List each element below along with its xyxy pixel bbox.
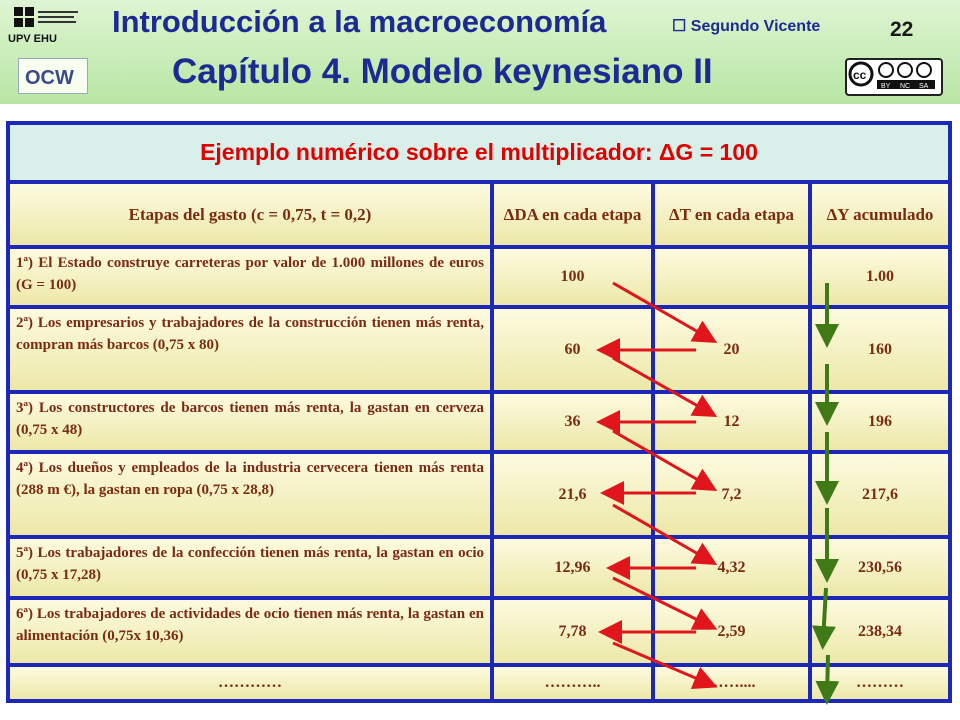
tax-arrow-1 — [613, 283, 712, 340]
license-sa: SA — [919, 83, 929, 90]
row-7-delta-da: ……….. — [494, 667, 651, 699]
header-delta-y: ΔY acumulado — [812, 184, 948, 245]
income-arrow-6 — [827, 655, 828, 697]
row-4-delta-y: 217,6 — [812, 454, 948, 535]
svg-text:cc: cc — [853, 68, 867, 82]
row-2-delta-t: 20 — [655, 309, 808, 390]
row-3-delta-t: 12 — [655, 394, 808, 450]
row-7-delta-y: ……… — [812, 667, 948, 699]
header-stage: Etapas del gasto (c = 0,75, t = 0,2) — [10, 184, 490, 245]
author-name: Segundo Vicente — [690, 18, 821, 35]
row-5-delta-y: 230,56 — [812, 539, 948, 596]
logo-text: UPV EHU — [8, 33, 57, 45]
license-by: BY — [881, 83, 891, 90]
row-2-delta-y: 160 — [812, 309, 948, 390]
stage-ellipsis: ………… — [10, 667, 490, 699]
income-arrow-5 — [823, 588, 826, 642]
table-title: Ejemplo numérico sobre el multiplicador: ΔG = 100 — [10, 125, 948, 180]
tax-arrow-5 — [613, 578, 712, 627]
tax-arrow-3 — [613, 431, 712, 488]
row-1-delta-y: 1.00 — [812, 249, 948, 305]
checkbox-icon: ☐ — [672, 18, 691, 35]
tax-arrow-2 — [613, 358, 712, 414]
row-3-delta-da: 36 — [494, 394, 651, 450]
row-2-delta-da: 60 — [494, 309, 651, 390]
row-6-delta-da: 7,78 — [494, 600, 651, 663]
row-1-delta-da: 100 — [494, 249, 651, 305]
tax-arrow-6 — [613, 643, 712, 685]
course-title: Introducción a la macroeconomía — [112, 4, 607, 39]
stage-5-description: 5ª) Los trabajadores de la confección tienen más renta, la gastan en ocio (0,75 x 17,28) — [10, 539, 490, 596]
row-4-delta-da: 21,6 — [494, 454, 651, 535]
header-delta-t: ΔT en cada etapa — [655, 184, 808, 245]
row-6-delta-y: 238,34 — [812, 600, 948, 663]
tax-arrow-4 — [613, 505, 712, 562]
ocw-text: OCW — [25, 67, 74, 89]
row-5-delta-da: 12,96 — [494, 539, 651, 596]
row-4-delta-t: 7,2 — [655, 454, 808, 535]
row-6-delta-t: 2,59 — [655, 600, 808, 663]
stage-6-description: 6ª) Los trabajadores de actividades de ocio tienen más renta, la gastan en alimentación (0,75x 10,36) — [10, 600, 490, 663]
chapter-title: Capítulo 4. Modelo keynesiano II — [172, 52, 713, 91]
slide-number: 22 — [890, 18, 914, 41]
stage-2-description: 2ª) Los empresarios y trabajadores de la construcción tienen más renta, compran más barcos (0,75 x 80) — [10, 309, 490, 390]
row-3-delta-y: 196 — [812, 394, 948, 450]
stage-3-description: 3ª) Los constructores de barcos tienen más renta, la gastan en cerveza (0,75 x 48) — [10, 394, 490, 450]
stage-4-description: 4ª) Los dueños y empleados de la industria cervecera tienen más renta (288 m €), la gastan en ropa (0,75 x 28,8) — [10, 454, 490, 535]
row-5-delta-t: 4,32 — [655, 539, 808, 596]
header-delta-da: ΔDA en cada etapa — [494, 184, 651, 245]
row-7-delta-t: …….... — [655, 667, 808, 699]
stage-1-description: 1ª) El Estado construye carreteras por valor de 1.000 millones de euros (G = 100) — [10, 249, 490, 305]
license-nc: NC — [900, 83, 911, 90]
